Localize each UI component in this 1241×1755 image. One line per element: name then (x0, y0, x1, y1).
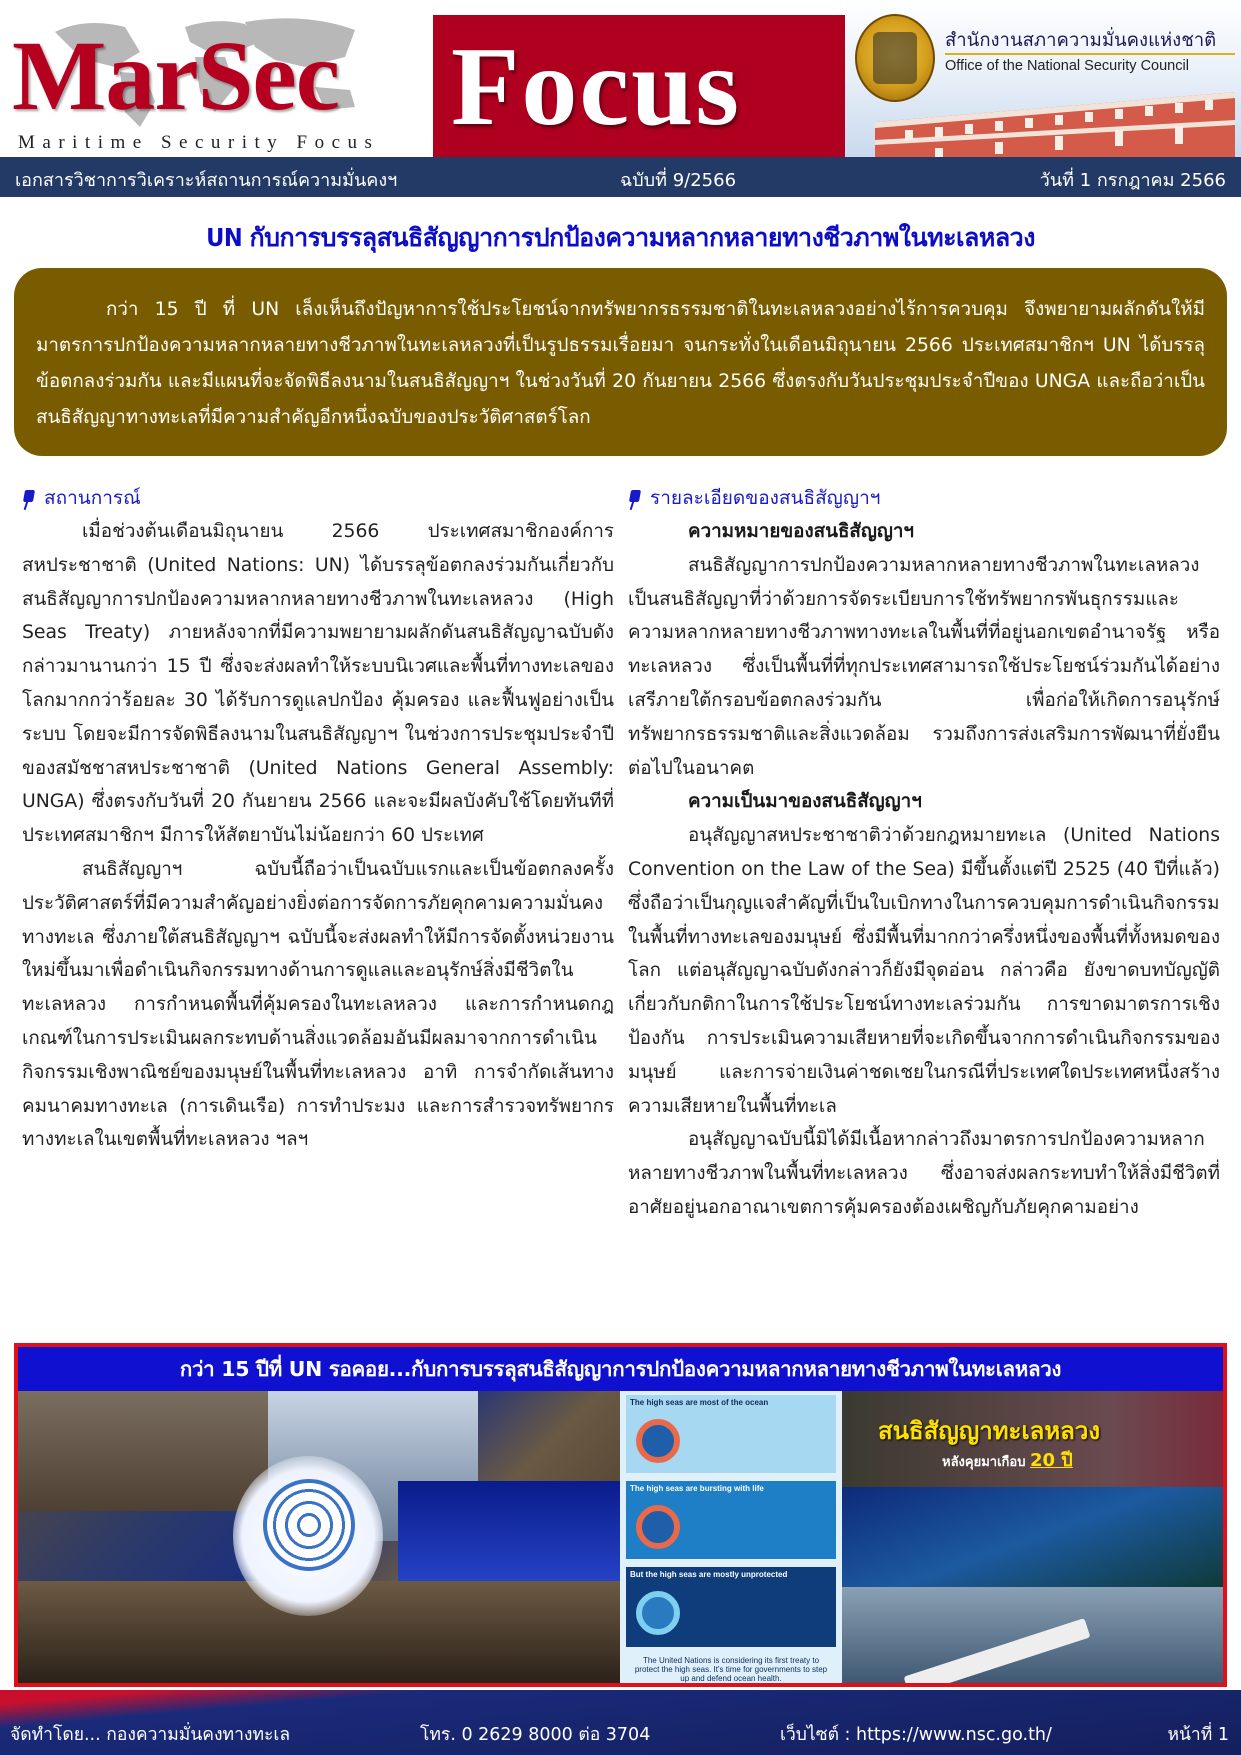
body-paragraph: สนธิสัญญาการปกป้องความหลากหลายทางชีวภาพในทะเลหลวงเป็นสนธิสัญญาที่ว่าด้วยการจัดระเบียบการใช้ทรัพยากรพันธุกรรมและความหลากหลายทางชีวภาพทางทะเลในพื้นที่ที่อยู่นอกเขตอำนาจรัฐ หรือทะเลหลวง ซึ่งเป็นพื้นที่ที่ทุกประเทศสามารถใช้ประโยชน์ร่วมกันได้อย่างเสรีภายใต้กรอบข้อตกลงร่วมกัน เพื่อก่อให้เกิดการอนุรักษ์ทรัพยากรธรรมชาติและสิ่งแวดล้อม รวมถึงการส่งเสริมการพัฒนาที่ยั่งยืนต่อไปในอนาคต (628, 554, 1220, 779)
image-collage (14, 1343, 1227, 1687)
document-type: เอกสารวิชาการวิเคราะห์สถานการณ์ความมั่นคงฯ (15, 170, 398, 191)
page-number: หน้าที่ 1 (1167, 1725, 1229, 1745)
protected-ring-icon (636, 1591, 680, 1635)
marsec-logo (0, 0, 435, 155)
section-heading-treaty-details (628, 482, 1220, 515)
body-paragraph: อนุสัญญาสหประชาชาติว่าด้วยกฎหมายทะเล (United Nations Convention on the Law of the Sea) มีขึ้นตั้งแต่ปี 2525 (40 ปีที่แล้ว) ซึ่งถือว่าเป็นกุญแจสำคัญที่เป็นใบเบิกทางในการควบคุมการดำเนินกิจกรรมในพื้นที่ทางทะเลของมนุษย์ ซึ่งมีพื้นที่มากกว่าครึ่งหนึ่งของพื้นที่ทั้งหมดของโลก แต่อนุสัญญาฉบับดังกล่าวก็ยังมีจุดอ่อน กล่าวคือ ยังขาดบทบัญญัติเกี่ยวกับกติกาในการใช้ประโยชน์ทางทะเลร่วมกัน การขาดมาตรการเชิงป้องกัน การประเมินความเสียหายที่จะเกิดขึ้นจากการดำเนินกิจกรรมของมนุษย์ และการจ่ายเงินค่าชดเชยในกรณีที่ประเทศใดประเทศหนึ่งสร้างความเสียหายในพื้นที่ทะเล (628, 825, 1220, 1117)
earth-ring-icon (636, 1505, 680, 1549)
masthead (0, 0, 1241, 155)
treaty-poster (842, 1391, 1227, 1487)
summary-text: กว่า 15 ปี ที่ UN เล็งเห็นถึงปัญหาการใช้ประโยชน์จากทรัพยากรธรรมชาติในทะเลหลวงอย่างไร้การควบคุม จึงพยายามผลักดันให้มีมาตรการปกป้องความหลากหลายทางชีวภาพในทะเลหลวงที่เป็นรูปธรรมเรื่อยมา จนกระทั่งในเดือนมิถุนายน 2566 ประเทศสมาชิกฯ UN ได้บรรลุข้อตกลงร่วมกัน และมีแผนที่จะจัดพิธีลงนามในสนธิสัญญาฯ ในช่วงวันที่ 20 กันยายน 2566 ซึ่งตรงกับวันประชุมประจำปีของ UNGA และถือว่าเป็นสนธิสัญญาทางทะเลที่มีความสำคัญอีกหนึ่งฉบับของประวัติศาสตร์โลก (36, 299, 1205, 428)
focus-banner (433, 15, 845, 157)
infographic-block: The high seas are bursting with life (626, 1481, 836, 1559)
un-globe-icon (263, 1479, 355, 1571)
ship-icon (904, 1618, 1091, 1687)
page-footer (0, 1690, 1241, 1755)
section-heading-situation (22, 482, 614, 515)
body-paragraph: สนธิสัญญาฯ ฉบับนี้ถือว่าเป็นฉบับแรกและเป็นข้อตกลงครั้งประวัติศาสตร์ที่มีความสำคัญอย่างยิ่งต่อการจัดการภัยคุกคามความมั่นคงทางทะเล ซึ่งภายใต้สนธิสัญญาฯ ฉบับนี้จะส่งผลทำให้มีการจัดตั้งหน่วยงานใหม่ขึ้นมาเพื่อดำเนินกิจกรรมทางด้านการดูแลและอนุรักษ์สิ่งมีชีวิตในทะเลหลวง การกำหนดพื้นที่คุ้มครองในทะเลหลวง และการกำหนดกฎเกณฑ์ในการประเมินผลกระทบด้านสิ่งแวดล้อมอันมีผลมาจากการดำเนินกิจกรรมเชิงพาณิชย์ของมนุษย์ในพื้นที่ทะเลหลวง อาทิ การจำกัดเส้นทางคมนาคมทางทะเล (การเดินเรือ) การทำประมง และการสำรวจทรัพยากรทางทะเลในเขตพื้นที่ทะเลหลวง ฯลฯ (22, 858, 614, 1151)
building-photo (875, 82, 1235, 157)
infographic-block: The high seas are most of the ocean (626, 1395, 836, 1473)
poster-title: สนธิสัญญาทะเลหลวง (878, 1417, 1101, 1445)
pushpin-icon (628, 488, 642, 510)
contact-phone: โทร. 0 2629 8000 ต่อ 3704 (420, 1725, 651, 1745)
cargo-ship-photo (842, 1587, 1227, 1687)
section-title: สถานการณ์ (44, 486, 141, 509)
left-column (22, 482, 614, 1157)
right-column (628, 482, 1220, 1225)
brand-wordmark: MarSec (12, 20, 340, 131)
focus-wordmark: Focus (451, 25, 741, 149)
collage-title: กว่า 15 ปีที่ UN รอคอย...กับการบรรลุสนธิสัญญาการปกป้องความหลากหลายทางชีวภาพในทะเลหลวง (18, 1347, 1223, 1391)
subheading-meaning: ความหมายของสนธิสัญญาฯ (688, 521, 914, 542)
website-link[interactable]: เว็บไซต์ : https://www.nsc.go.th/ (780, 1725, 1052, 1745)
body-paragraph: อนุสัญญาฉบับนี้มิได้มีเนื้อหากล่าวถึงมาตรการปกป้องความหลากหลายทางชีวภาพในพื้นที่ทะเลหลวง ซึ่งอาจส่งผลกระทบทำให้สิ่งมีชีวิตที่อาศัยอยู่นอกอาณาเขตการคุ้มครองต้องเผชิญกับภัยคุกคามอย่าง (628, 1129, 1220, 1218)
infographic-block: But the high seas are mostly unprotected (626, 1567, 836, 1647)
org-name-english: Office of the National Security Council (945, 58, 1189, 74)
ocean-ring-icon (636, 1419, 680, 1463)
issue-info-bar (0, 157, 1241, 197)
prepared-by: จัดทำโดย... กองความมั่นคงทางทะเล (10, 1725, 291, 1745)
body-paragraph: เมื่อช่วงต้นเดือนมิถุนายน 2566 ประเทศสมาชิกองค์การสหประชาชาติ (United Nations: UN) ได้บรรลุข้อตกลงร่วมกันเกี่ยวกับสนธิสัญญาการปกป้องความหลากหลายทางชีวภาพในทะเลหลวง (High Seas Treaty) ภายหลังจากที่มีความพยายามผลักดันสนธิสัญญาฉบับดังกล่าวมานานกว่า 15 ปี ซึ่งจะส่งผลทำให้ระบบนิเวศและพื้นที่ทางทะเลของโลกมากกว่าร้อยละ 30 ได้รับการดูแลปกป้อง คุ้มครอง และฟื้นฟูอย่างเป็นระบบ โดยจะมีการจัดพิธีลงนามในสนธิสัญญาฯ ในช่วงการประชุมประจำปีของสมัชชาสหประชาชาติ (United Nations General Assembly: UNGA) ซึ่งตรงกับวันที่ 20 กันยายน 2566 และจะมีผลบังคับใช้โดยทันทีที่ประเทศสมาชิกฯ มีการให้สัตยาบันไม่น้อยกว่า 60 ประเทศ (22, 521, 614, 847)
subheading-background: ความเป็นมาของสนธิสัญญาฯ (688, 791, 922, 813)
coral-reef-photo (842, 1487, 1227, 1587)
poster-subtitle: หลังคุยมาเกือบ 20 ปี (942, 1450, 1073, 1471)
page-title: UN กับการบรรลุสนธิสัญญาการปกป้องความหลากหลายทางชีวภาพในทะเลหลวง (206, 223, 1035, 252)
section-title: รายละเอียดของสนธิสัญญาฯ (650, 486, 881, 509)
marine-photo-panel (842, 1391, 1227, 1687)
un-photo-montage (18, 1391, 620, 1687)
org-name-thai: สำนักงานสภาความมั่นคงแห่งชาติ (945, 30, 1217, 51)
issue-date: วันที่ 1 กรกฎาคม 2566 (1039, 170, 1226, 191)
brand-tagline: Maritime Security Focus (18, 132, 380, 153)
un-assembly-photo (18, 1391, 268, 1511)
pushpin-icon (22, 488, 36, 510)
infographic-footer: The United Nations is considering its first treaty to protect the high seas. It's time for governments to step up and defend ocean health. (626, 1653, 836, 1685)
high-seas-infographic (620, 1391, 842, 1687)
nsc-branding (845, 0, 1241, 157)
org-divider (945, 53, 1235, 55)
issue-number: ฉบับที่ 9/2566 (620, 170, 737, 191)
summary-box (14, 268, 1227, 456)
